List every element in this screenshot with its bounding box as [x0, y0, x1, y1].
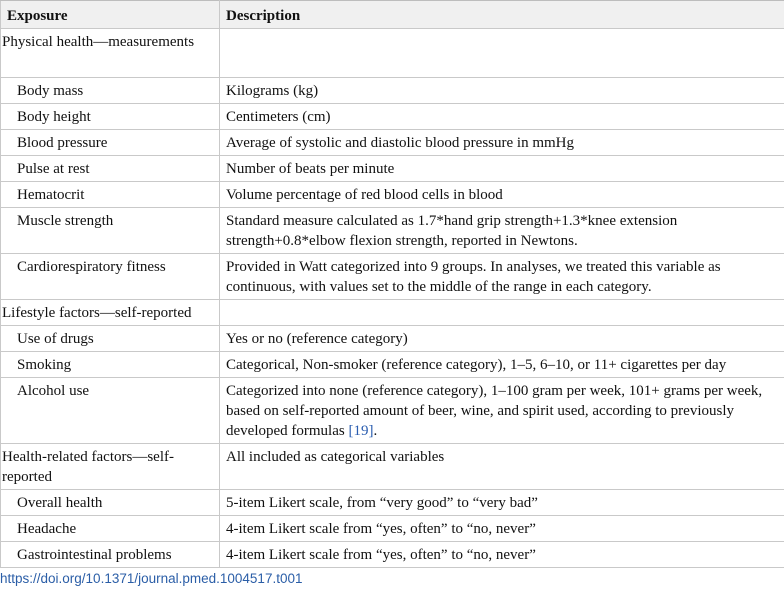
exposure-cell: Body mass	[1, 78, 220, 104]
table-row	[1, 104, 784, 130]
description-cell: All included as categorical variables	[220, 444, 784, 490]
description-cell: Number of beats per minute	[220, 156, 784, 182]
exposure-cell: Gastrointestinal problems	[1, 542, 220, 568]
exposure-cell: Physical health—measurements	[1, 29, 220, 78]
exposure-cell: Body height	[1, 104, 220, 130]
table-row	[1, 156, 784, 182]
doi-link[interactable]: https://doi.org/10.1371/journal.pmed.1004517.t001	[0, 571, 303, 586]
table-row	[1, 378, 784, 444]
exposure-cell: Pulse at rest	[1, 156, 220, 182]
header-row	[1, 1, 784, 29]
table-row	[1, 490, 784, 516]
exposure-cell: Lifestyle factors—self-reported	[1, 300, 220, 326]
description-cell: Provided in Watt categorized into 9 groups. In analyses, we treated this variable as continuous, with values set to the middle of the range in each category.	[220, 254, 784, 300]
description-cell: Volume percentage of red blood cells in blood	[220, 182, 784, 208]
description-cell: 4-item Likert scale from “yes, often” to “no, never”	[220, 516, 784, 542]
table-row	[1, 208, 784, 254]
description-cell: 5-item Likert scale, from “very good” to “very bad”	[220, 490, 784, 516]
description-cell: Average of systolic and diastolic blood pressure in mmHg	[220, 130, 784, 156]
table-row	[1, 254, 784, 300]
description-cell: Kilograms (kg)	[220, 78, 784, 104]
exposure-cell: Headache	[1, 516, 220, 542]
section-row-physical-health	[1, 29, 784, 78]
description-cell	[220, 300, 784, 326]
description-suffix: .	[373, 423, 378, 439]
exposure-cell: Smoking	[1, 352, 220, 378]
section-row-lifestyle	[1, 300, 784, 326]
description-text: Categorized into none (reference category), 1–100 gram per week, 101+ grams per week, based on self-reported amount of beer, wine, and spirit used, according to previously developed formulas	[226, 383, 763, 439]
exposure-cell: Overall health	[1, 490, 220, 516]
table-row	[1, 542, 784, 568]
citation-link[interactable]: [19]	[348, 423, 374, 439]
description-cell: Centimeters (cm)	[220, 104, 784, 130]
table-row	[1, 326, 784, 352]
description-cell	[220, 29, 784, 78]
description-cell: Categorical, Non-smoker (reference category), 1–5, 6–10, or 11+ cigarettes per day	[220, 352, 784, 378]
description-cell: Yes or no (reference category)	[220, 326, 784, 352]
table-row	[1, 352, 784, 378]
table-row	[1, 130, 784, 156]
exposure-cell: Hematocrit	[1, 182, 220, 208]
exposure-cell: Blood pressure	[1, 130, 220, 156]
description-cell: 4-item Likert scale from “yes, often” to “no, never”	[220, 542, 784, 568]
description-cell	[220, 378, 784, 444]
header-exposure: Exposure	[1, 1, 220, 29]
description-cell: Standard measure calculated as 1.7*hand grip strength+1.3*knee extension strength+0.8*elbow flexion strength, reported in Newtons.	[220, 208, 784, 254]
section-row-health-related	[1, 444, 784, 490]
table-row	[1, 78, 784, 104]
header-description: Description	[220, 1, 784, 29]
exposure-cell: Cardiorespiratory fitness	[1, 254, 220, 300]
exposure-cell: Use of drugs	[1, 326, 220, 352]
table-row	[1, 182, 784, 208]
exposure-cell: Health-related factors—self-reported	[1, 444, 220, 490]
exposure-cell: Alcohol use	[1, 378, 220, 444]
table-row	[1, 516, 784, 542]
exposure-cell: Muscle strength	[1, 208, 220, 254]
